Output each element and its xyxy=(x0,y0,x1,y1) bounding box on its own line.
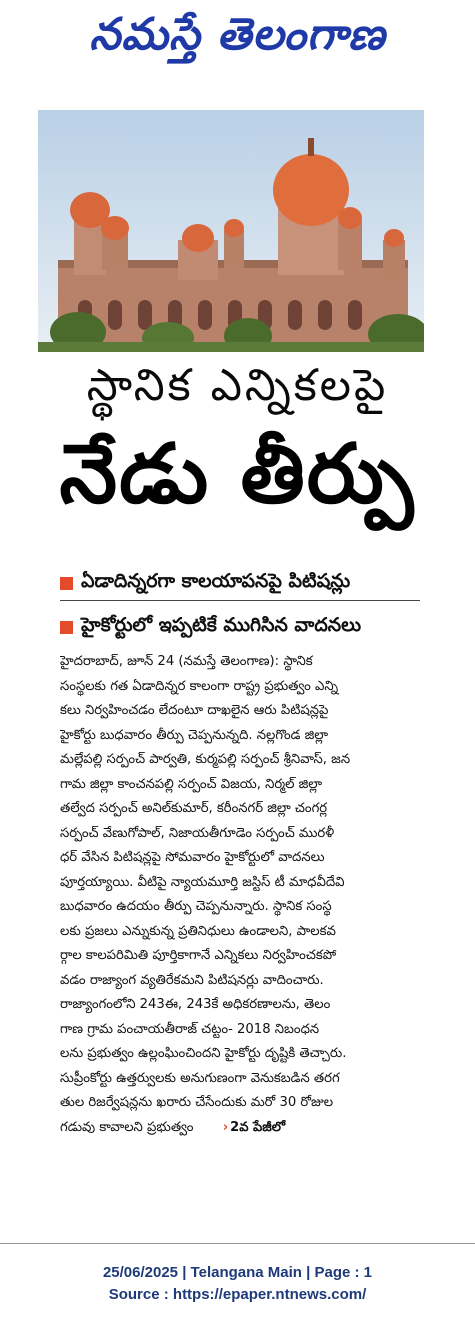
subhead-1 xyxy=(60,566,420,601)
chevron-right-icon: › xyxy=(222,1119,229,1135)
footer xyxy=(0,1262,475,1306)
article-body xyxy=(60,650,422,1140)
body-line: మల్లేపల్లి సర్పంచ్ పార్వతి, కుర్మపల్లి సర్పంచ్ శ్రీనివాస్, జన xyxy=(60,752,351,767)
body-line-last xyxy=(60,1116,422,1141)
body-line: గడువు కావాలని ప్రభుత్వం xyxy=(60,1119,194,1135)
headline-line-1: స్థానిక ఎన్నికలపై xyxy=(86,360,389,411)
continued-label: 2వ పేజీలో xyxy=(230,1119,286,1135)
high-court-photo xyxy=(38,110,424,352)
body-line: రాజ్యాంగంలోని 243ఈ, 243కే అధికరణాలను, తెలం xyxy=(60,997,331,1012)
body-line: ర్గాల కాలపరిమితి పూర్తికాగానే ఎన్నికలు నిర్వహించకపో xyxy=(60,948,337,963)
body-line: హైకోర్టు బుధవారం తీర్పు చెప్పనున్నది. నల్లగొండ జిల్లా xyxy=(60,727,329,743)
subhead-2 xyxy=(60,610,420,644)
body-line: సుప్రీంకోర్టు ఉత్తర్వులకు అనుగుణంగా వెనుకబడిన తరగ xyxy=(60,1070,340,1086)
body-line: తల్వేద సర్పంచ్ అనిల్‌కుమార్, కరీంనగర్ జిల్లా చంగర్ల xyxy=(60,801,328,816)
body-line: సంస్థలకు గత ఏడాదిన్నర కాలంగా రాష్ట్ర ప్రభుత్వం ఎన్ని xyxy=(60,678,339,694)
subhead-1-text: ఏడాదిన్నరగా కాలయాపనపై పిటిషన్లు xyxy=(81,569,351,592)
body-line: గాణ గ్రామ పంచాయతీరాజ్ చట్టం- 2018 నిబంధన xyxy=(60,1021,320,1037)
high-court-illustration xyxy=(38,110,424,352)
headline-line-2: నేడు తీర్పు xyxy=(59,427,416,522)
body-line: కలు నిర్వహించడం లేదంటూ దాఖలైన ఆరు పిటిషన్లపై xyxy=(60,703,329,718)
body-line: వడం రాజ్యాంగ వ్యతిరేకమని పిటిషనర్లు వాదించారు. xyxy=(60,972,324,988)
body-line: హైదరాబాద్, జూన్ 24 (నమస్తే తెలంగాణ): స్థానిక xyxy=(60,654,313,669)
masthead xyxy=(0,6,475,74)
subhead-2-text: హైకోర్టులో ఇప్పటికే ముగిసిన వాదనలు xyxy=(81,613,362,636)
masthead-title: నమస్తే తెలంగాణ xyxy=(89,9,386,60)
footer-divider xyxy=(0,1243,475,1244)
body-line: లను ప్రభుత్వం ఉల్లంఘించిందని హైకోర్టు దృష్టికి తెచ్చారు. xyxy=(60,1046,347,1061)
body-line: ధర్ వేసిన పిటిషన్లపై సోమవారం హైకోర్టులో వాదనలు xyxy=(60,850,325,865)
body-line: లకు ప్రజలు ఎన్నుకున్న ప్రతినిధులు ఉండాలని, పాలకవ xyxy=(60,923,336,939)
continued-on-page-2[interactable] xyxy=(223,1120,285,1135)
body-line: పూర్తయ్యాయి. వీటిపై న్యాయమూర్తి జస్టిస్ టీ మాధవీదేవి xyxy=(60,874,345,890)
body-line: సర్పంచ్ వేణుగోపాల్, నిజాయతీగూడెం సర్పంచ్ మురళీ xyxy=(60,825,335,841)
footer-edition-info: 25/06/2025 | Telangana Main | Page : 1 xyxy=(102,1264,373,1281)
body-line: బుధవారం ఉదయం తీర్పు చెప్పనున్నారు. స్థానిక సంస్థ xyxy=(60,899,332,914)
body-line: గామ జిల్లా కాంచనపల్లి సర్పంచ్ విజయ, నిర్మల్ జిల్లా xyxy=(60,776,323,792)
bullet-square-icon xyxy=(60,577,73,590)
bullet-square-icon xyxy=(60,621,73,634)
body-line: తుల రిజర్వేషన్లను ఖరారు చేసేందుకు మరో 30 రోజుల xyxy=(60,1095,334,1110)
footer-source-link[interactable]: Source : https://epaper.ntnews.com/ xyxy=(108,1286,367,1303)
